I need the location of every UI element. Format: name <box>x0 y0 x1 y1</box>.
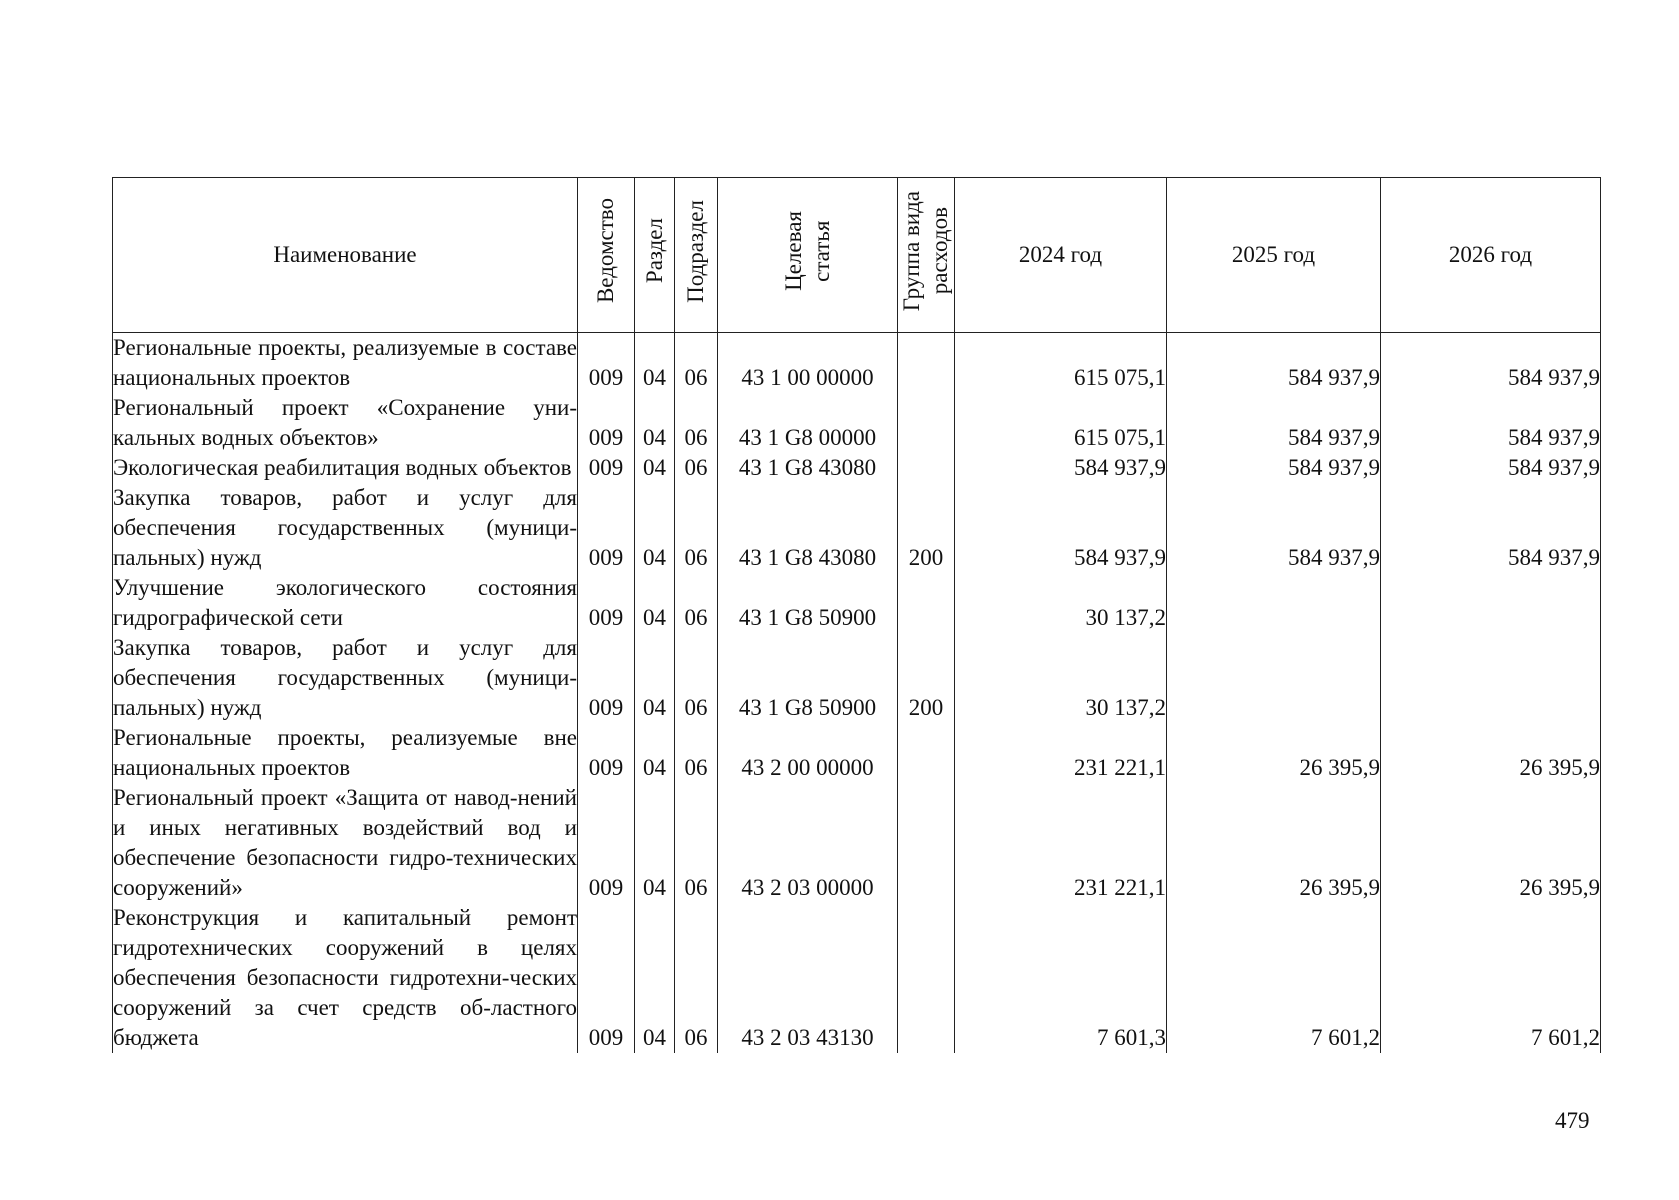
header-2025: 2025 год <box>1167 178 1381 333</box>
row-dept: 009 <box>578 483 635 573</box>
header-group <box>898 178 955 333</box>
row-name: Региональный проект «Защита от навод-нений и иных негативных воздействий вод и обеспечение безопасности гидро-технических сооружений» <box>113 783 578 903</box>
row-group <box>898 333 955 394</box>
row-value-2025: 26 395,9 <box>1167 783 1381 903</box>
header-group-line1: Группа вида <box>899 190 924 312</box>
row-section: 04 <box>635 633 675 723</box>
table-body <box>113 333 1601 1054</box>
row-value-2025: 584 937,9 <box>1167 453 1381 483</box>
row-group <box>898 393 955 453</box>
row-dept: 009 <box>578 783 635 903</box>
row-subsection: 06 <box>675 333 718 394</box>
row-group <box>898 723 955 783</box>
row-subsection: 06 <box>675 723 718 783</box>
table-row <box>113 393 1601 453</box>
row-value-2026: 584 937,9 <box>1381 393 1601 453</box>
row-subsection: 06 <box>675 633 718 723</box>
row-value-2026: 584 937,9 <box>1381 333 1601 394</box>
header-target-line2: статья <box>808 220 834 282</box>
row-target: 43 2 00 00000 <box>718 723 898 783</box>
row-section: 04 <box>635 333 675 394</box>
row-value-2024: 30 137,2 <box>955 573 1167 633</box>
row-target: 43 1 G8 43080 <box>718 453 898 483</box>
row-value-2026: 584 937,9 <box>1381 483 1601 573</box>
header-2026: 2026 год <box>1381 178 1601 333</box>
row-value-2026 <box>1381 633 1601 723</box>
row-name: Региональные проекты, реализуемые в составе национальных проектов <box>113 333 578 394</box>
table-row <box>113 633 1601 723</box>
row-section: 04 <box>635 903 675 1053</box>
row-value-2026: 26 395,9 <box>1381 783 1601 903</box>
table-row <box>113 333 1601 394</box>
row-value-2024: 30 137,2 <box>955 633 1167 723</box>
header-dept: Ведомство <box>578 178 635 333</box>
row-name: Закупка товаров, работ и услуг для обеспечения государственных (муници-пальных) нужд <box>113 483 578 573</box>
row-target: 43 1 00 00000 <box>718 333 898 394</box>
row-value-2026: 7 601,2 <box>1381 903 1601 1053</box>
row-name: Закупка товаров, работ и услуг для обеспечения государственных (муници-пальных) нужд <box>113 633 578 723</box>
row-subsection: 06 <box>675 393 718 453</box>
row-subsection: 06 <box>675 903 718 1053</box>
row-name: Региональные проекты, реализуемые вне национальных проектов <box>113 723 578 783</box>
row-name: Экологическая реабилитация водных объектов <box>113 453 578 483</box>
row-section: 04 <box>635 393 675 453</box>
row-group <box>898 903 955 1053</box>
row-group <box>898 783 955 903</box>
table-row <box>113 903 1601 1053</box>
row-value-2024: 615 075,1 <box>955 333 1167 394</box>
row-group: 200 <box>898 633 955 723</box>
row-section: 04 <box>635 453 675 483</box>
row-value-2025: 26 395,9 <box>1167 723 1381 783</box>
row-value-2024: 615 075,1 <box>955 393 1167 453</box>
row-value-2025 <box>1167 633 1381 723</box>
table-header <box>113 178 1601 333</box>
row-name: Реконструкция и капитальный ремонт гидротехнических сооружений в целях обеспечения безопасности гидротехни-ческих сооружений за счет средств об-ластного бюджета <box>113 903 578 1053</box>
row-dept: 009 <box>578 333 635 394</box>
row-subsection: 06 <box>675 453 718 483</box>
row-group <box>898 573 955 633</box>
row-name: Улучшение экологического состояния гидрографической сети <box>113 573 578 633</box>
row-target: 43 2 03 00000 <box>718 783 898 903</box>
header-group-line2: расходов <box>927 207 952 295</box>
row-dept: 009 <box>578 903 635 1053</box>
row-value-2026 <box>1381 573 1601 633</box>
row-dept: 009 <box>578 573 635 633</box>
row-subsection: 06 <box>675 483 718 573</box>
row-dept: 009 <box>578 723 635 783</box>
row-value-2024: 584 937,9 <box>955 483 1167 573</box>
header-target <box>718 178 898 333</box>
row-section: 04 <box>635 783 675 903</box>
row-target: 43 1 G8 50900 <box>718 573 898 633</box>
row-name: Региональный проект «Сохранение уни-кальных водных объектов» <box>113 393 578 453</box>
row-value-2025: 584 937,9 <box>1167 333 1381 394</box>
budget-table <box>112 177 1601 1053</box>
table-row <box>113 573 1601 633</box>
header-subsection: Подраздел <box>675 178 718 333</box>
row-dept: 009 <box>578 393 635 453</box>
header-name: Наименование <box>113 178 578 333</box>
row-target: 43 1 G8 00000 <box>718 393 898 453</box>
table-row <box>113 483 1601 573</box>
row-subsection: 06 <box>675 573 718 633</box>
header-2024: 2024 год <box>955 178 1167 333</box>
row-section: 04 <box>635 483 675 573</box>
row-subsection: 06 <box>675 783 718 903</box>
row-value-2024: 584 937,9 <box>955 453 1167 483</box>
table-row <box>113 453 1601 483</box>
row-value-2024: 231 221,1 <box>955 783 1167 903</box>
row-section: 04 <box>635 723 675 783</box>
row-value-2026: 584 937,9 <box>1381 453 1601 483</box>
row-value-2025: 584 937,9 <box>1167 393 1381 453</box>
row-target: 43 2 03 43130 <box>718 903 898 1053</box>
row-value-2024: 231 221,1 <box>955 723 1167 783</box>
row-dept: 009 <box>578 453 635 483</box>
table-row <box>113 783 1601 903</box>
header-target-line1: Целевая <box>780 211 806 291</box>
row-value-2026: 26 395,9 <box>1381 723 1601 783</box>
row-value-2025: 584 937,9 <box>1167 483 1381 573</box>
row-target: 43 1 G8 50900 <box>718 633 898 723</box>
table-row <box>113 723 1601 783</box>
row-section: 04 <box>635 573 675 633</box>
row-group: 200 <box>898 483 955 573</box>
header-section: Раздел <box>635 178 675 333</box>
row-value-2025 <box>1167 573 1381 633</box>
row-target: 43 1 G8 43080 <box>718 483 898 573</box>
row-value-2025: 7 601,2 <box>1167 903 1381 1053</box>
row-dept: 009 <box>578 633 635 723</box>
row-value-2024: 7 601,3 <box>955 903 1167 1053</box>
page-number: 479 <box>1555 1108 1590 1133</box>
row-group <box>898 453 955 483</box>
